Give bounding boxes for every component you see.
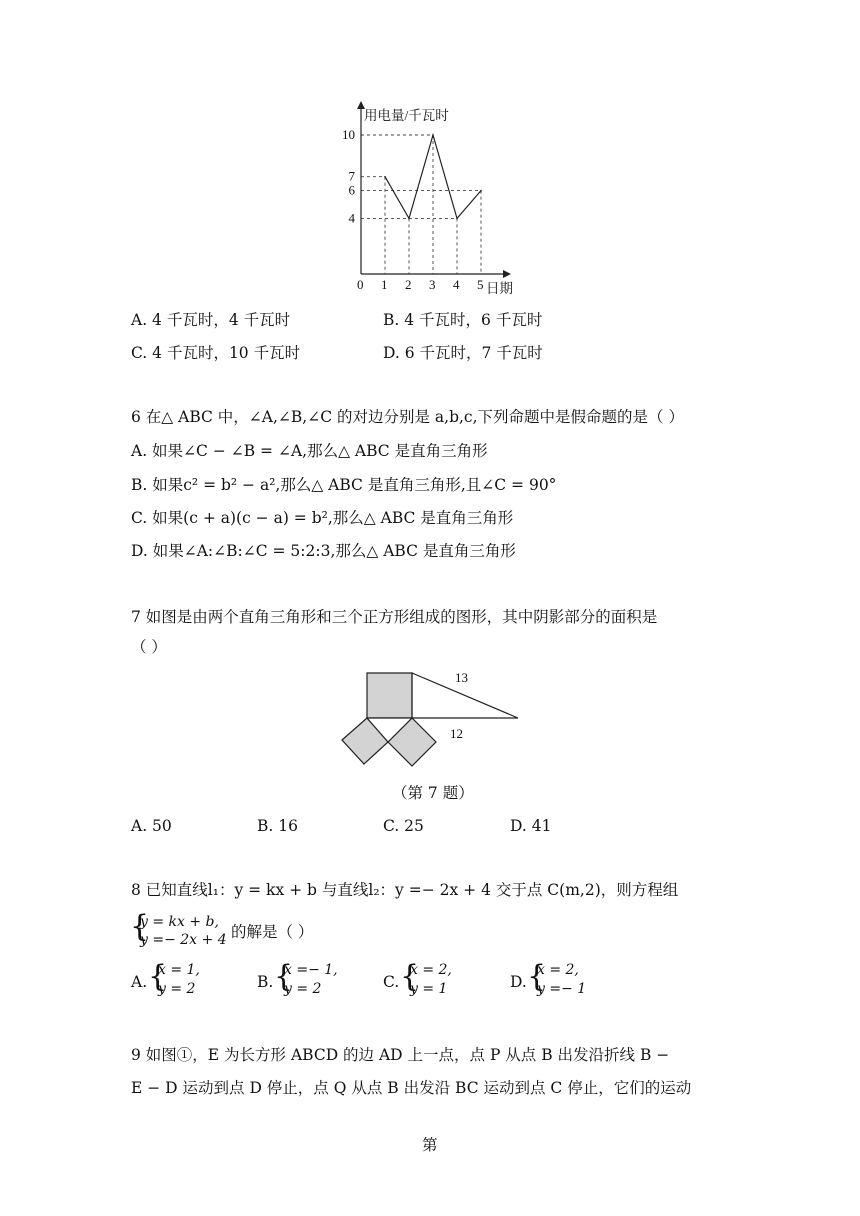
q8-option-c-brace: { <box>400 959 420 994</box>
q6-option-c: C. 如果(c + a)(c − a) = b²,那么△ ABC 是直角三角形 <box>131 509 514 527</box>
q6-option-b: B. 如果c² = b² − a²,那么△ ABC 是直角三角形,且∠C = 90° <box>131 476 557 494</box>
q8-option-c-label: C. <box>383 973 400 991</box>
x-tick-1: 1 <box>381 277 388 292</box>
y-tick-6: 6 <box>348 182 355 198</box>
page-footer: 第 <box>422 1136 438 1154</box>
q7-label-12: 12 <box>450 726 463 741</box>
q7-caption: （第 7 题） <box>392 784 474 802</box>
q8-option-d-brace: { <box>527 959 547 994</box>
chart-guides <box>361 135 481 274</box>
x-tick-0: 0 <box>357 277 364 292</box>
q7-label-13: 13 <box>455 670 468 685</box>
q5-option-c: C. 4 千瓦时，10 千瓦时 <box>131 344 301 362</box>
q7-option-c: C. 25 <box>383 817 424 835</box>
q7-top-square <box>367 673 412 718</box>
q8-system-eq2: y =− 2x + 4 <box>140 932 227 948</box>
q8-option-a-eq2: y = 2 <box>158 981 196 997</box>
q6-option-a: A. 如果∠C − ∠B = ∠A,那么△ ABC 是直角三角形 <box>131 442 488 460</box>
q6-stem: 6 在△ ABC 中，∠A,∠B,∠C 的对边分别是 a,b,c,下列命题中是假命题的是（ ） <box>131 408 684 426</box>
q7-option-d: D. 41 <box>510 817 552 835</box>
x-axis-arrow <box>503 270 511 278</box>
q9-line1: 9 如图①，E 为长方形 ABCD 的边 AD 上一点，点 P 从点 B 出发沿折线 B − <box>131 1046 670 1064</box>
q7-stem-line1: 7 如图是由两个直角三角形和三个正方形组成的图形，其中阴影部分的面积是 <box>131 608 658 626</box>
data-point-5 <box>480 190 482 192</box>
q8-option-a-eq1: x = 1, <box>158 962 200 978</box>
q7-figure <box>335 665 530 775</box>
q6-option-d: D. 如果∠A:∠B:∠C = 5:2:3,那么△ ABC 是直角三角形 <box>131 542 516 560</box>
q8-option-c-eq2: y = 1 <box>410 981 448 997</box>
data-point-1 <box>384 176 386 178</box>
data-point-2 <box>408 218 410 220</box>
chart-series <box>384 134 482 219</box>
q8-system-eq1: y = kx + b, <box>140 914 219 930</box>
x-tick-2: 2 <box>405 277 412 292</box>
q8-option-c-eq1: x = 2, <box>410 962 452 978</box>
x-tick-4: 4 <box>453 277 460 292</box>
q8-stem: 8 已知直线l₁：y = kx + b 与直线l₂：y =− 2x + 4 交于点 C(m,2)，则方程组 <box>131 881 679 899</box>
q9-line2: E − D 运动到点 D 停止，点 Q 从点 B 出发沿 BC 运动到点 C 停止，它们的运动 <box>131 1079 692 1097</box>
q8-option-b-eq2: y = 2 <box>284 981 322 997</box>
q7-option-b: B. 16 <box>257 817 298 835</box>
x-axis-label: 日期 <box>486 281 513 295</box>
chart-axes <box>357 101 511 278</box>
y-tick-4: 4 <box>348 210 355 226</box>
q7-option-a: A. 50 <box>131 817 172 835</box>
q8-option-a-brace: { <box>148 959 168 994</box>
q8-system-brace: { <box>130 909 150 944</box>
electricity-chart <box>320 95 530 295</box>
q8-option-b-brace: { <box>274 959 294 994</box>
q8-system-tail: 的解是（ ） <box>231 923 314 941</box>
q8-option-d-eq2: y =− 1 <box>537 981 587 997</box>
y-axis-label: 用电量/千瓦时 <box>364 108 449 123</box>
q8-option-d-eq1: x = 2, <box>537 962 579 978</box>
data-point-3 <box>432 134 434 136</box>
q5-option-a: A. 4 千瓦时，4 千瓦时 <box>131 311 291 329</box>
y-tick-7: 7 <box>348 168 355 184</box>
q8-option-a-label: A. <box>131 973 148 991</box>
q7-stem-line2: （ ） <box>131 638 167 656</box>
q8-option-d-label: D. <box>510 973 527 991</box>
q5-option-d: D. 6 千瓦时，7 千瓦时 <box>383 344 543 362</box>
y-tick-10: 10 <box>342 127 355 142</box>
q8-option-b-label: B. <box>257 973 274 991</box>
q8-option-b-eq1: x =− 1, <box>284 962 338 978</box>
x-tick-3: 3 <box>429 277 436 292</box>
x-tick-5: 5 <box>477 277 484 292</box>
data-point-4 <box>456 218 458 220</box>
q5-option-b: B. 4 千瓦时，6 千瓦时 <box>383 311 543 329</box>
